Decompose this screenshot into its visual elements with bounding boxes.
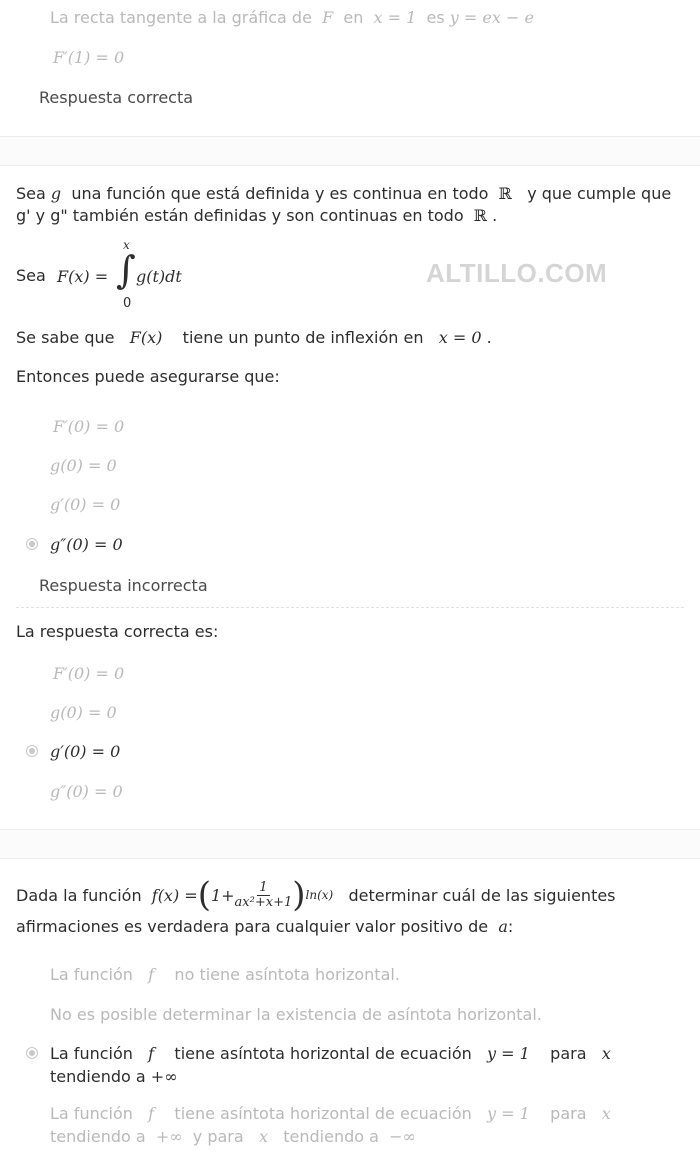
- q2-correct-option-4: g″(0) = 0: [50, 782, 123, 801]
- q3-opt1-post: no tiene asíntota horizontal.: [174, 965, 400, 984]
- q2-line1-mid: una función que está definida y es continua en todo: [71, 184, 489, 203]
- q2-line1-post: y que cumple que: [527, 184, 672, 203]
- q1-tangent-x: x = 1: [373, 8, 417, 27]
- q3-opt3-f: f: [148, 1044, 155, 1063]
- q3-f-lhs: f(x) =: [151, 885, 198, 905]
- q2-known-F: F(x): [129, 328, 163, 347]
- q3-statement-line2: [16, 917, 513, 936]
- q2-correct-label: La respuesta correcta es:: [16, 622, 219, 641]
- q2-known-pre: Se sabe que: [16, 328, 115, 347]
- q3-close-paren: ): [292, 875, 306, 915]
- q3-opt4-f: f: [148, 1104, 155, 1123]
- q2-option-4-radio[interactable]: [26, 538, 38, 550]
- q2-correct-option-2: g(0) = 0: [50, 703, 117, 722]
- q3-opt4-para: para: [550, 1104, 587, 1123]
- q3-line2-text: afirmaciones es verdadera para cualquier valor positivo de: [16, 917, 489, 936]
- q3-opt1-f: f: [148, 965, 155, 984]
- q3-fraction-den: ax²+x+1: [234, 894, 293, 910]
- q2-option-4[interactable]: g″(0) = 0: [50, 535, 123, 554]
- q2-integral: [112, 238, 192, 316]
- q3-option-1[interactable]: [50, 965, 400, 984]
- q2-correct-option-3: g′(0) = 0: [50, 742, 121, 761]
- q3-opt4-x2: x: [258, 1127, 268, 1146]
- q3-opt3-para: para: [550, 1044, 587, 1063]
- q3-option-3-radio[interactable]: [26, 1047, 38, 1059]
- q3-opt3-line2: tendiendo a: [50, 1067, 146, 1086]
- q3-opt4-inf1: +∞: [155, 1127, 183, 1146]
- question-gap: [0, 830, 700, 858]
- q3-opt3-mid: tiene asíntota horizontal de ecuación: [174, 1044, 472, 1063]
- q3-fraction: [235, 881, 293, 910]
- divider: [0, 165, 700, 166]
- q2-reals: ℝ: [498, 184, 512, 203]
- q3-statement-line1: [16, 872, 616, 918]
- q2-integrand: g(t)dt: [136, 267, 182, 286]
- q3-opt3-eq: y = 1: [487, 1044, 530, 1063]
- q1-option-fprime[interactable]: F′(1) = 0: [53, 48, 125, 67]
- q2-then: Entonces puede asegurarse que:: [16, 367, 280, 386]
- q3-opt4-x: x: [601, 1104, 611, 1123]
- q2-g: g: [50, 184, 62, 203]
- q3-opt4-line2a: tendiendo a: [50, 1127, 146, 1146]
- q3-option-3-line2[interactable]: [50, 1067, 178, 1086]
- q3-opt3-x: x: [601, 1044, 611, 1063]
- q1-tangent-en: en: [343, 8, 364, 27]
- q3-option-4-line2[interactable]: [50, 1127, 416, 1146]
- q3-intro-post: determinar cuál de las siguientes: [348, 885, 616, 905]
- q3-option-2[interactable]: No es posible determinar la existencia de asíntota horizontal.: [50, 1005, 542, 1024]
- q2-feedback: Respuesta incorrecta: [39, 576, 208, 595]
- q2-reals-2: ℝ: [473, 206, 488, 225]
- q3-opt4-line2b: tendiendo a: [283, 1127, 379, 1146]
- q2-integral-upper: x: [123, 238, 130, 252]
- q2-known-x: x = 0: [438, 328, 482, 347]
- q2-integral-lower: 0: [123, 296, 132, 311]
- q2-option-1[interactable]: F′(0) = 0: [53, 417, 125, 436]
- q2-sea-label: Sea: [16, 266, 46, 285]
- q3-opt4-inf2: −∞: [389, 1127, 416, 1146]
- q3-colon: :: [507, 917, 514, 936]
- q2-correct-option-1: F′(0) = 0: [53, 664, 125, 683]
- q3-opt3-pre: La función: [50, 1044, 133, 1063]
- q1-tangent-option[interactable]: [50, 8, 534, 27]
- integral-sign-icon: ∫: [116, 248, 136, 292]
- q1-tangent-eq: y = ex − e: [449, 8, 534, 27]
- q2-option-3[interactable]: g′(0) = 0: [50, 495, 121, 514]
- q1-feedback: Respuesta correcta: [39, 88, 194, 107]
- q2-statement-line1: [16, 184, 671, 203]
- q2-sea: Sea: [16, 184, 46, 203]
- q2-known-dot: .: [486, 328, 492, 347]
- q2-known-mid: tiene un punto de inflexión en: [182, 328, 424, 347]
- q1-tangent-es: es: [426, 8, 445, 27]
- q1-tangent-text: La recta tangente a la gráfica de: [50, 8, 312, 27]
- q1-tangent-var: F: [322, 8, 334, 27]
- q2-F-definition: F(x) =: [57, 267, 109, 286]
- q3-intro-pre: Dada la función: [16, 885, 142, 905]
- q3-opt4-pre: La función: [50, 1104, 133, 1123]
- q3-open-paren: (: [197, 875, 211, 915]
- q3-opt4-mid: tiene asíntota horizontal de ecuación: [174, 1104, 472, 1123]
- q2-line2-dot: .: [492, 206, 498, 225]
- q3-a: a: [498, 917, 508, 936]
- q2-line2-text: g' y g" también están definidas y son continuas en todo: [16, 206, 464, 225]
- q3-one-plus: 1+: [210, 885, 235, 905]
- q3-exponent: ln(x): [305, 888, 334, 902]
- divider: [0, 858, 700, 859]
- feedback-divider: [16, 607, 684, 608]
- q2-correct-option-3-radio: [26, 745, 38, 757]
- q3-fraction-num: 1: [259, 879, 268, 895]
- q2-option-2[interactable]: g(0) = 0: [50, 456, 117, 475]
- q3-opt4-eq: y = 1: [487, 1104, 530, 1123]
- q3-opt3-inf: +∞: [150, 1067, 178, 1086]
- q2-statement-line2: [16, 206, 497, 225]
- q2-known-line: [16, 328, 492, 347]
- q3-opt4-ypara: y para: [192, 1127, 244, 1146]
- q3-opt1-pre: La función: [50, 965, 133, 984]
- watermark-logo: ALTILLO.COM: [426, 258, 608, 288]
- q3-option-4[interactable]: [50, 1104, 611, 1123]
- q3-option-3[interactable]: [50, 1044, 611, 1063]
- question-gap: [0, 137, 700, 165]
